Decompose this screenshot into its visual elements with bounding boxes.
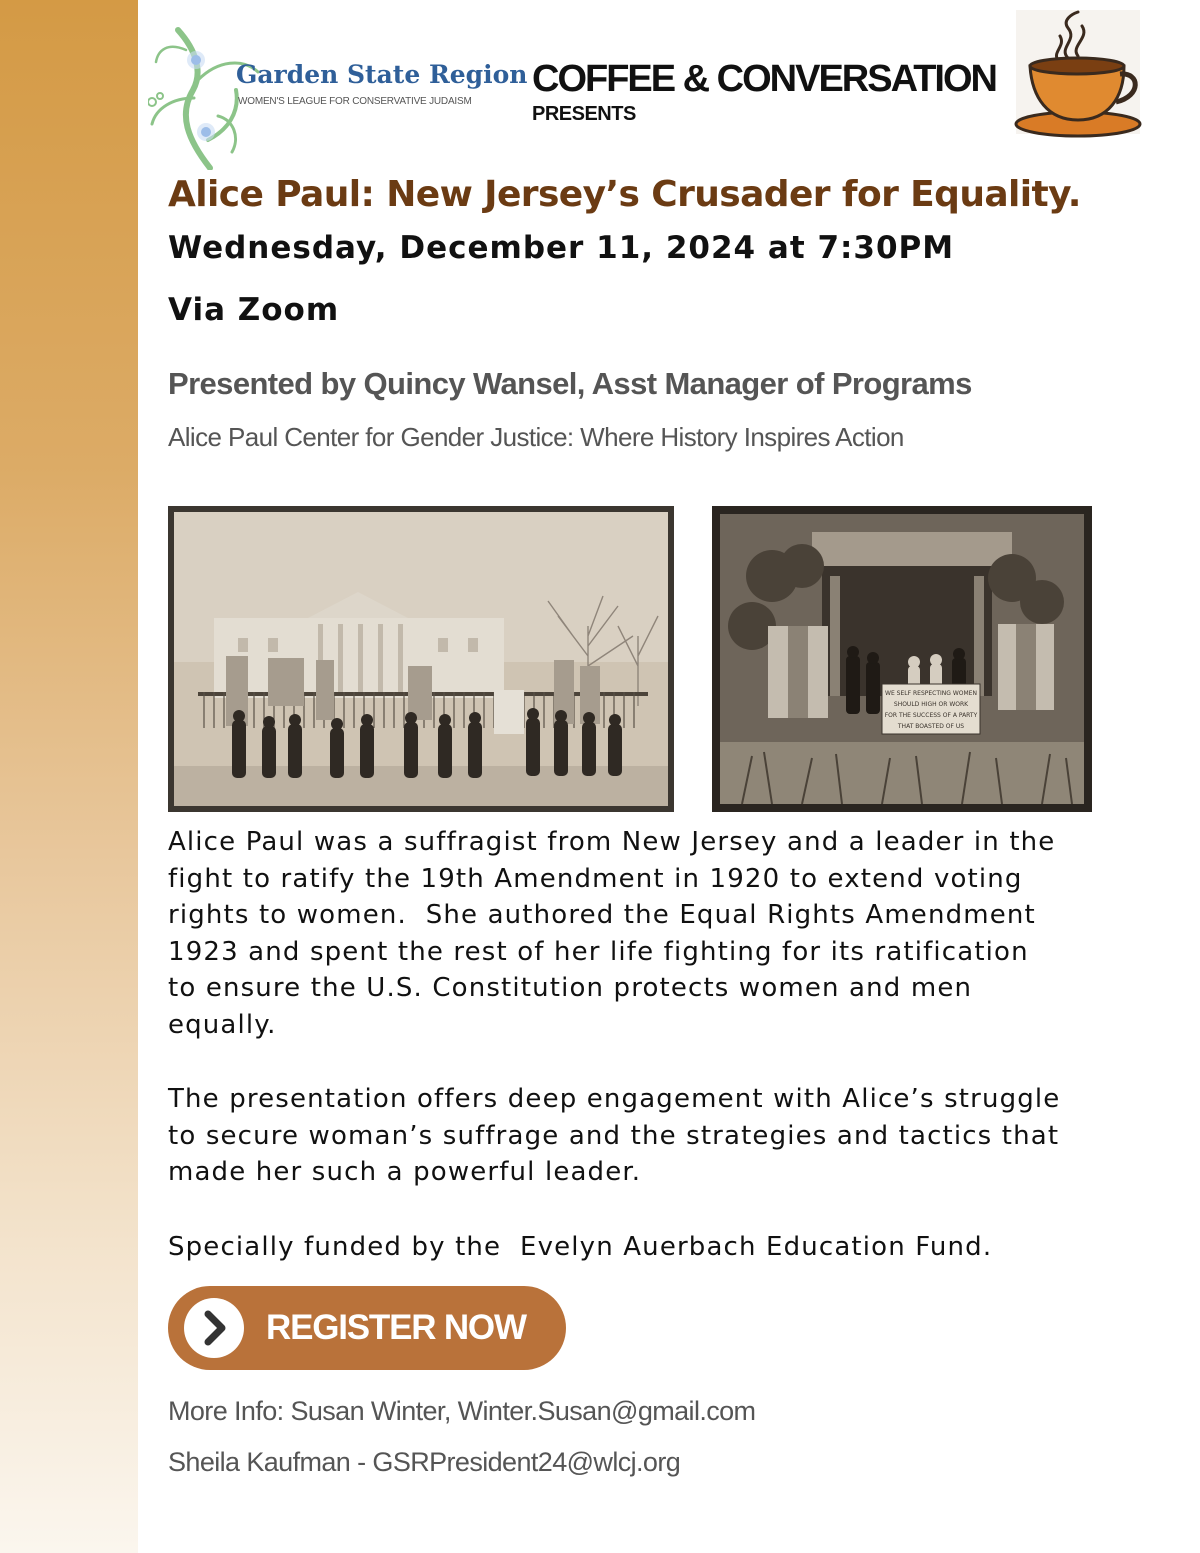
white-house-protest-photo (168, 506, 674, 812)
side-color-band (0, 0, 138, 1553)
description-paragraph-2 (168, 1081, 1060, 1191)
coffee-cup-icon (1012, 8, 1144, 140)
presenter-line: Presented by Quincy Wansel, Asst Manager of Programs (168, 366, 972, 401)
banner-line-2: SHOULD HIGH OR WORK (893, 701, 969, 708)
contact-info-1: More Info: Susan Winter, Winter.Susan@gmail.com (168, 1396, 756, 1426)
register-now-label: REGISTER NOW (266, 1308, 526, 1347)
banner-line-3: FOR THE SUCCESS OF A PARTY (884, 712, 978, 719)
banner-line-4: THAT BOASTED OF US (897, 723, 965, 730)
paragraph-1-line: rights to women. She authored the Equal Rights Amendment (168, 900, 1036, 931)
paragraph-1-line: 1923 and spent the rest of her life fighting for its ratification (168, 936, 1029, 967)
paragraph-1-line: to ensure the U.S. Constitution protects women and men (168, 973, 973, 1004)
paragraph-1-line: Alice Paul was a suffragist from New Jersey and a leader in the (168, 827, 1056, 857)
paragraph-2-line: made her such a powerful leader. (168, 1157, 642, 1188)
paragraph-1-line: equally. (168, 1009, 277, 1040)
paragraph-2-line: to secure woman’s suffrage and the strategies and tactics that (168, 1120, 1060, 1151)
event-venue: Via Zoom (168, 292, 340, 328)
event-date: Wednesday, December 11, 2024 at 7:30PM (168, 230, 955, 266)
funding-note: Specially funded by the Evelyn Auerbach Education Fund. (168, 1232, 993, 1262)
paragraph-1-line: fight to ratify the 19th Amendment in 1920 to extend voting (168, 863, 1023, 894)
presents-label: PRESENTS (532, 103, 636, 125)
banner-line-1: WE SELF RESPECTING WOMEN (885, 690, 977, 697)
logo-title: Garden State Region (236, 60, 528, 89)
description-paragraph-1 (168, 824, 1055, 1044)
organization-line: Alice Paul Center for Gender Justice: Where History Inspires Action (168, 422, 904, 452)
logo-subtitle: WOMEN'S LEAGUE FOR CONSERVATIVE JUDAISM (238, 96, 472, 107)
headquarters-protest-photo (712, 506, 1092, 812)
event-title: Alice Paul: New Jersey’s Crusader for Equality. (168, 174, 1081, 215)
series-title: COFFEE & CONVERSATION (532, 58, 996, 100)
chevron-right-icon (184, 1298, 244, 1358)
register-now-button[interactable] (168, 1286, 566, 1370)
paragraph-2-line: The presentation offers deep engagement with Alice’s struggle (168, 1084, 1061, 1114)
contact-info-2: Sheila Kaufman - GSRPresident24@wlcj.org (168, 1447, 681, 1477)
flower-logo-icon (148, 20, 508, 170)
